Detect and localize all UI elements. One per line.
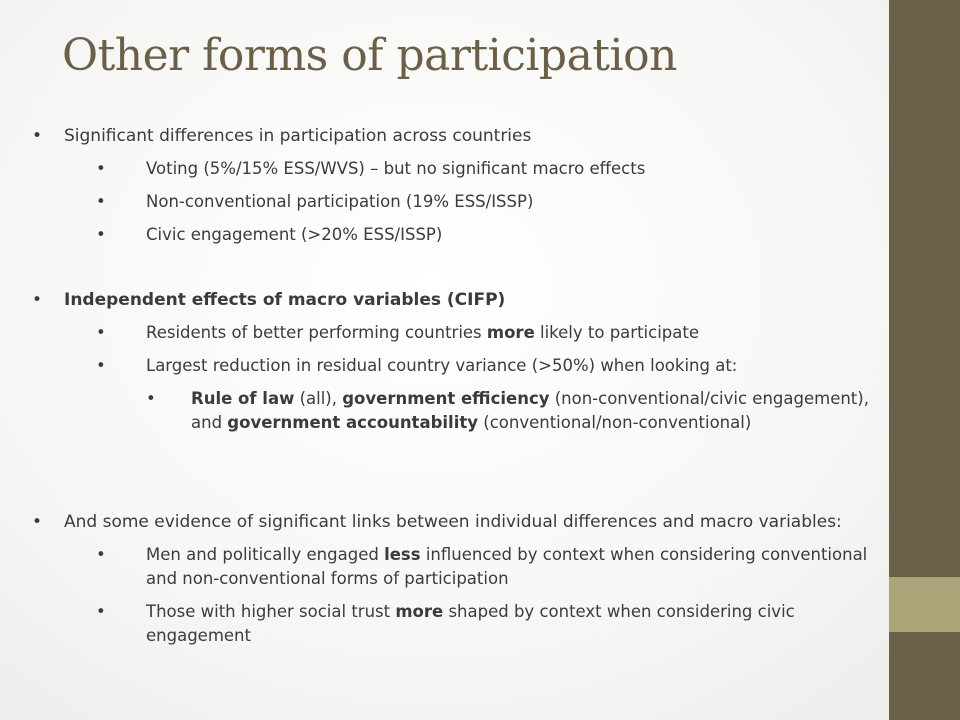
sub-bullet: • Non-conventional participation (19% ESS/ISSP) xyxy=(96,190,882,214)
sub-sub-list xyxy=(146,387,882,435)
sub-bullet: • Residents of better performing countries more likely to participate xyxy=(96,321,882,345)
sub-bullet: • Largest reduction in residual country variance (>50%) when looking at: • Rule of law (all), government efficiency (non-conventional/civic engagement), and government accountability (conventional/non-conventional) xyxy=(96,354,882,435)
sub-bullet: • Civic engagement (>20% ESS/ISSP) xyxy=(96,223,882,247)
sub-list xyxy=(64,157,882,247)
bullet-heading xyxy=(32,510,882,648)
bullet-heading xyxy=(32,288,882,435)
bullet-section-1 xyxy=(32,124,882,256)
sub-list xyxy=(64,321,882,435)
sub-bullet: • Men and politically engaged less influenced by context when considering conventional and non-conventional forms of participation xyxy=(96,543,882,591)
bullet-heading xyxy=(32,124,882,247)
sub-bullet: • Those with higher social trust more shaped by context when considering civic engagement xyxy=(96,600,882,648)
bullet-text: Significant differences in participation across countries xyxy=(64,126,532,146)
bullet-text: Independent effects of macro variables (CIFP) xyxy=(64,290,506,310)
sub-list xyxy=(64,543,882,648)
bullet-section-3 xyxy=(32,510,882,657)
bullet-section-2 xyxy=(32,288,882,444)
sub-sub-bullet: • Rule of law (all), government efficiency (non-conventional/civic engagement), and government accountability (conventional/non-conventional) xyxy=(146,387,882,435)
sidebar-accent-block xyxy=(889,577,960,632)
bullet-text: And some evidence of significant links between individual differences and macro variables: xyxy=(64,512,842,532)
sub-bullet: • Voting (5%/15% ESS/WVS) – but no significant macro effects xyxy=(96,157,882,181)
slide-title: Other forms of participation xyxy=(62,30,677,81)
